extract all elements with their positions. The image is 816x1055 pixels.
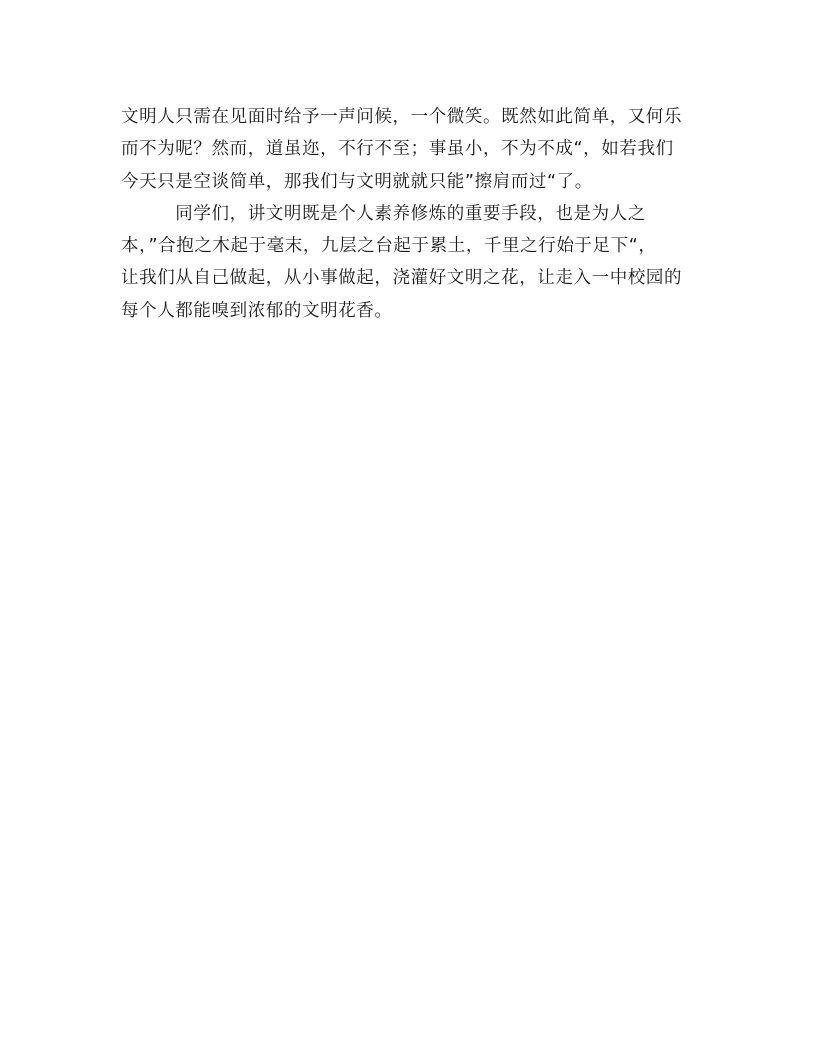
paragraph-line: 文明人只需在见面时给予一声问候，一个微笑。既然如此简单，又何乐	[121, 107, 683, 127]
paragraph-line: 而不为呢？然而，道虽迩，不行不至；事虽小，不为不成“，如若我们	[121, 139, 674, 160]
paragraph-line: 本，”合抱之木起于毫末，九层之台起于累土，千里之行始于足下“，	[121, 236, 657, 257]
paragraph-line: 让我们从自己做起，从小事做起，浇灌好文明之花，让走入一中校园的	[121, 268, 683, 289]
document-body	[121, 102, 701, 328]
paragraph-1	[121, 102, 701, 197]
paragraph-line: 今天只是空谈简单，那我们与文明就就只能”擦肩而过“了。	[121, 171, 593, 192]
paragraph-line: 同学们，讲文明既是个人素养修炼的重要手段，也是为人之	[121, 203, 646, 224]
paragraph-2	[121, 199, 701, 326]
paragraph-line: 每个人都能嗅到浓郁的文明花香。	[121, 300, 393, 321]
